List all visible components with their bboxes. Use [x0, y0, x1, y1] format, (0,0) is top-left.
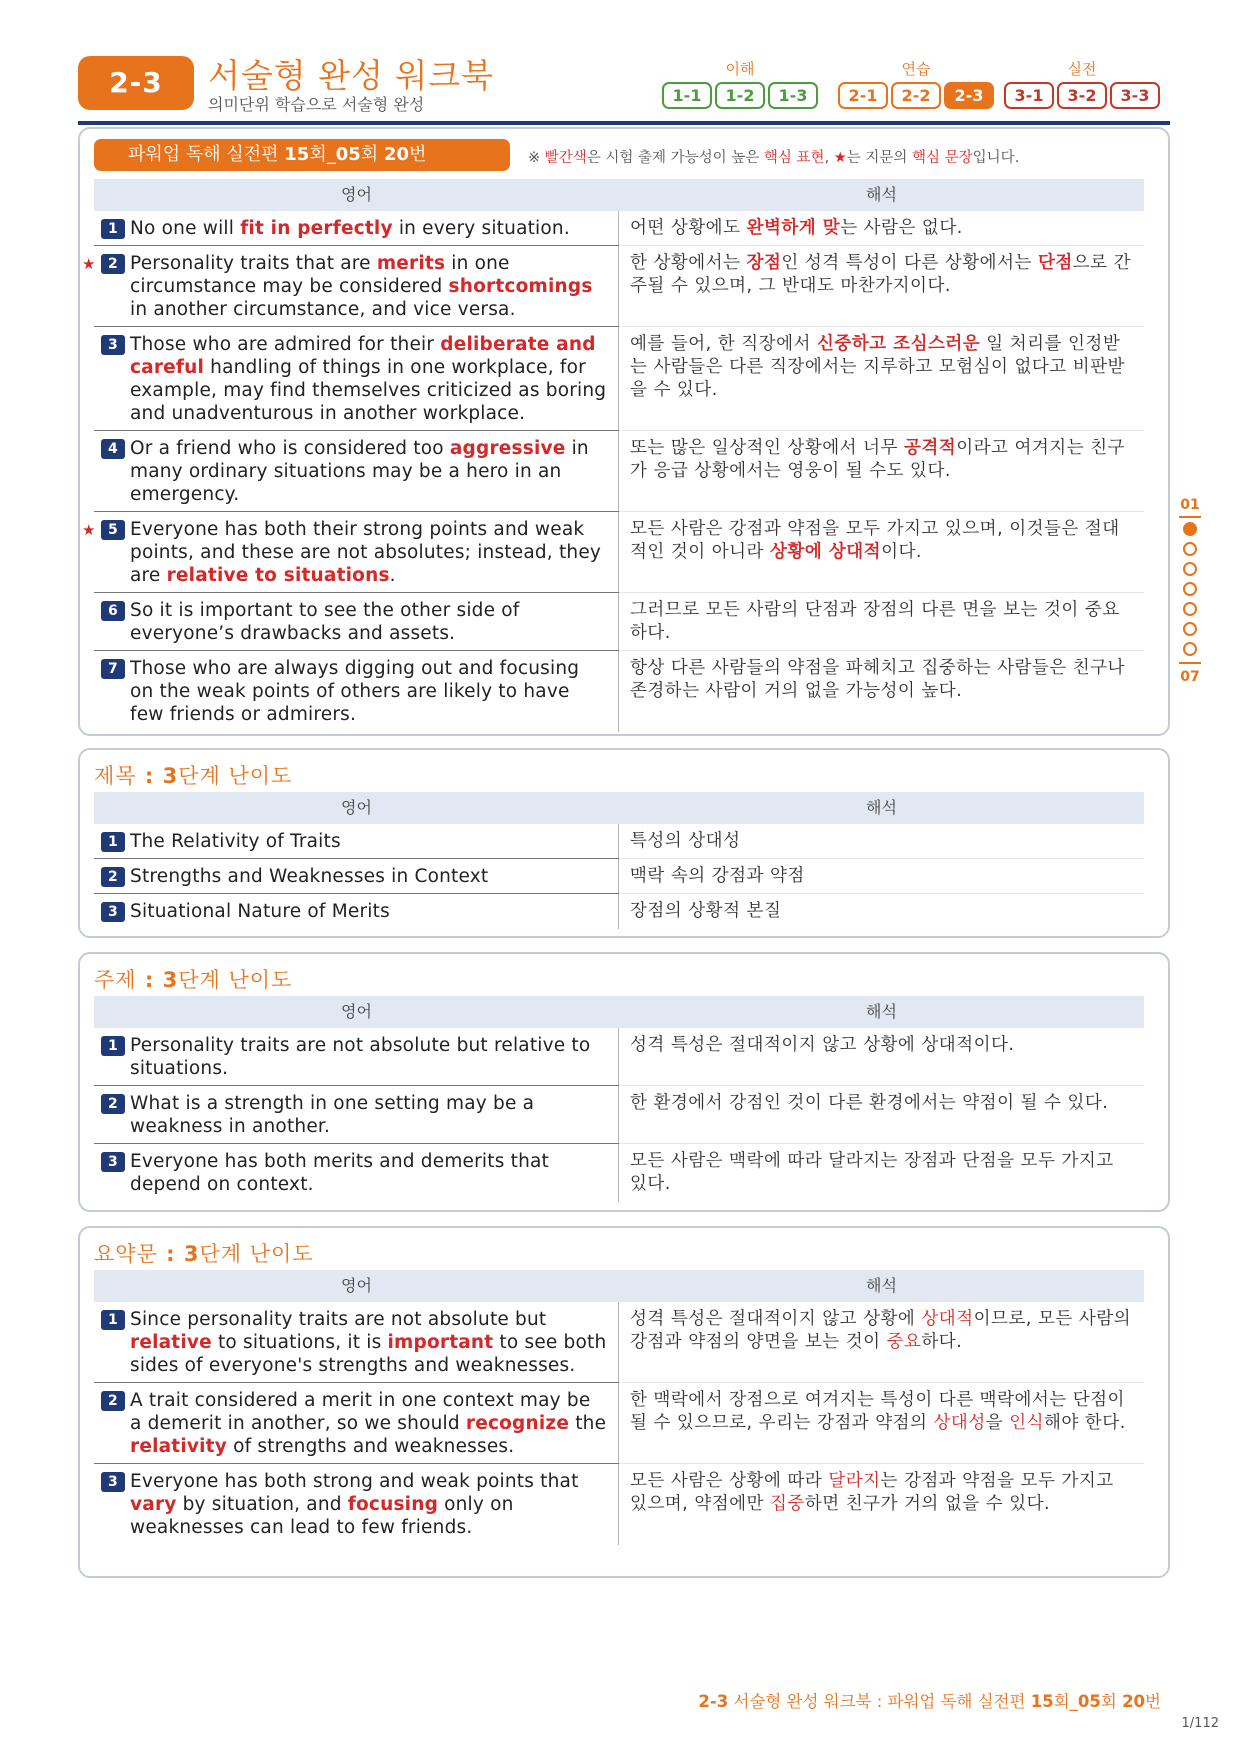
- sentence-number-badge: 1: [101, 219, 125, 239]
- sentence-number-badge: 2: [101, 1094, 125, 1114]
- text-segment: The Relativity of Traits: [130, 831, 341, 852]
- sentence-number-badge: 3: [101, 902, 125, 922]
- text-segment: 을: [985, 1413, 1010, 1433]
- title-panel: [78, 748, 1170, 938]
- text-segment: 한 환경에서 강점인 것이 다른 환경에서는 약점이 될 수 있다.: [630, 1093, 1109, 1113]
- sentence-number-badge: 4: [101, 439, 125, 459]
- english-cell: [82, 512, 619, 593]
- progress-dot: [1183, 642, 1197, 656]
- table-body: [94, 824, 1144, 929]
- progress-indicator: [1178, 496, 1202, 686]
- translation-cell: [619, 211, 1144, 246]
- sentence-number-badge: 5: [101, 520, 125, 540]
- text-segment: .: [389, 565, 396, 586]
- text-segment: in every situation.: [392, 218, 570, 239]
- text-segment: to see both sides of everyone's strengths and weaknesses.: [130, 1332, 607, 1376]
- text-segment: 그러므로 모든 사람의 단점과 장점의 다른 면을 보는 것이 중요하다.: [630, 600, 1120, 643]
- table-body: [82, 211, 1144, 732]
- column-header-translation: 해석: [866, 798, 897, 817]
- progress-divider: [1179, 662, 1201, 664]
- star-icon: ★: [82, 255, 96, 273]
- key-expression: relativity: [130, 1436, 227, 1457]
- key-expression: 신중하고 조심스러운: [816, 334, 981, 354]
- text-segment: 이므로, 모든 사람의 강점과 약점의 양면을 보는 것이: [630, 1309, 1132, 1352]
- nav-group-actual: [1004, 60, 1160, 109]
- progress-dot: [1183, 562, 1197, 576]
- table-row: [94, 1144, 1144, 1202]
- table-header: [94, 1270, 1144, 1302]
- column-header-english: 영어: [341, 1276, 372, 1295]
- source-tag: 파워업 독해 실전편 15회_05회 20번: [94, 139, 510, 171]
- translation-cell: [619, 894, 1144, 929]
- english-cell: [94, 651, 619, 732]
- table-row: [94, 1464, 1144, 1545]
- text-segment: Everyone has both their strong points and weak points, and these are not absolutes; instead, they are: [130, 519, 602, 586]
- table-body: [94, 1302, 1144, 1545]
- column-header-translation: 해석: [866, 185, 897, 204]
- text-segment: 장점의 상황적 본질: [630, 901, 782, 921]
- text-segment: 는 강점과 약점을 모두 가지고 있으며, 약점에만: [630, 1471, 1114, 1514]
- sentence-number-badge: 6: [101, 601, 125, 621]
- key-expression: 단점: [1037, 253, 1073, 273]
- table-row: [94, 1028, 1144, 1086]
- sentence-number-badge: 7: [101, 659, 125, 679]
- key-expression: deliberate and careful: [130, 334, 596, 378]
- text-segment: A trait considered a merit in one context may be a demerit in another, so we should: [130, 1390, 591, 1434]
- text-segment: 하다.: [921, 1332, 963, 1352]
- table-row: [94, 593, 1144, 651]
- nav-button-2-3[interactable]: 2-3: [944, 82, 994, 109]
- text-segment: 또는 많은 일상적인 상황에서 너무: [630, 438, 904, 458]
- text-segment: Personality traits that are: [130, 253, 377, 274]
- key-expression: 인식: [1009, 1413, 1045, 1433]
- column-header-translation: 해석: [866, 1276, 897, 1295]
- key-expression: relative to situations: [166, 565, 390, 586]
- text-segment: in another circumstance, and vice versa.: [130, 299, 516, 320]
- key-expression: 공격적: [903, 438, 957, 458]
- text-segment: to situations, it is: [211, 1332, 388, 1353]
- text-segment: Those who are admired for their: [130, 334, 441, 355]
- nav-button-1-2[interactable]: 1-2: [715, 82, 765, 109]
- section-heading: 주제 : 3단계 난이도: [94, 968, 293, 992]
- english-cell: [94, 327, 619, 431]
- english-cell: [94, 894, 619, 929]
- table-row: [94, 431, 1144, 512]
- translation-cell: [619, 1086, 1144, 1144]
- translation-cell: [619, 859, 1144, 894]
- key-expression: relative: [130, 1332, 212, 1353]
- sentence-number-badge: 1: [101, 1310, 125, 1330]
- sentence-number-badge: 2: [101, 1391, 125, 1411]
- key-expression: 상대적: [921, 1309, 974, 1329]
- progress-divider: [1179, 516, 1201, 518]
- key-expression: 달라지: [828, 1471, 881, 1491]
- translation-cell: [619, 1028, 1144, 1086]
- english-cell: [94, 859, 619, 894]
- summary-table: [94, 1270, 1144, 1545]
- text-segment: of strengths and weaknesses.: [226, 1436, 515, 1457]
- english-cell: [82, 246, 619, 327]
- progress-dot: [1183, 622, 1197, 636]
- table-header: [94, 996, 1144, 1028]
- section-badge: 2-3: [78, 56, 194, 110]
- text-segment: 성격 특성은 절대적이지 않고 상황에: [630, 1309, 922, 1329]
- text-segment: What is a strength in one setting may be a weakness in another.: [130, 1093, 535, 1137]
- text-segment: 특성의 상대성: [630, 831, 741, 851]
- text-segment: the: [569, 1413, 607, 1434]
- nav-button-3-3[interactable]: 3-3: [1110, 82, 1160, 109]
- sentence-number-badge: 2: [101, 867, 125, 887]
- english-cell: [94, 1383, 619, 1464]
- key-expression: shortcomings: [448, 276, 593, 297]
- translation-cell: [619, 824, 1144, 859]
- column-header-english: 영어: [341, 1002, 372, 1021]
- nav-button-2-1[interactable]: 2-1: [838, 82, 888, 109]
- table-row: [94, 894, 1144, 929]
- text-segment: Strengths and Weaknesses in Context: [130, 866, 489, 887]
- key-expression: focusing: [347, 1494, 439, 1515]
- key-expression: 집중: [770, 1494, 805, 1514]
- nav-group-label: 이해: [725, 60, 755, 78]
- text-segment: So it is important to see the other side of everyone’s drawbacks and assets.: [130, 600, 520, 644]
- text-segment: 맥락 속의 강점과 약점: [630, 866, 805, 886]
- translation-cell: [619, 1302, 1144, 1383]
- english-cell: [94, 1086, 619, 1144]
- text-segment: Situational Nature of Merits: [130, 901, 390, 922]
- table-header: [94, 792, 1144, 824]
- translation-cell: [619, 246, 1144, 327]
- table-row: [94, 824, 1144, 859]
- nav-group-understand: [662, 60, 818, 109]
- column-header-translation: 해석: [866, 1002, 897, 1021]
- key-expression: 완벽하게 맞: [746, 218, 841, 238]
- text-segment: 이라고 여겨지는 친구가 응급 상황에서는 영웅이 될 수도 있다.: [630, 438, 1125, 481]
- header-divider: [78, 121, 1170, 125]
- sentence-number-badge: 3: [101, 335, 125, 355]
- text-segment: 항상 다른 사람들의 약점을 파헤치고 집중하는 사람들은 친구나 존경하는 사람이 거의 없을 가능성이 높다.: [630, 658, 1125, 701]
- summary-panel: [78, 1226, 1170, 1578]
- text-segment: Those who are always digging out and focusing on the weak points of others are likely to have few friends or admirers.: [130, 658, 580, 725]
- text-segment: only on weaknesses can lead to few friends.: [130, 1494, 514, 1538]
- english-cell: [94, 593, 619, 651]
- sentence-number-badge: 3: [101, 1472, 125, 1492]
- text-segment: 모든 사람은 상황에 따라: [630, 1471, 829, 1491]
- table-row: [94, 651, 1144, 732]
- text-segment: 이다.: [881, 542, 922, 562]
- translation-cell: [619, 651, 1144, 732]
- english-cell: [94, 1144, 619, 1202]
- english-cell: [94, 1302, 619, 1383]
- text-segment: No one will: [130, 218, 241, 239]
- key-expression: vary: [130, 1494, 177, 1515]
- translation-cell: [619, 512, 1144, 593]
- title-table: [94, 792, 1144, 929]
- text-segment: Since personality traits are not absolute but: [130, 1309, 547, 1330]
- key-expression: fit in perfectly: [240, 218, 393, 239]
- text-segment: 인 성격 특성이 다른 상황에서는: [781, 253, 1038, 273]
- progress-dots: [1178, 522, 1202, 656]
- nav-group-label: 실전: [1067, 60, 1097, 78]
- text-segment: 해야 한다.: [1044, 1413, 1126, 1433]
- translation-cell: [619, 431, 1144, 512]
- text-segment: 한 상황에서는: [630, 253, 747, 273]
- table-row: [94, 211, 1144, 246]
- table-header: [94, 179, 1144, 211]
- text-segment: 하면 친구가 거의 없을 수 있다.: [804, 1494, 1051, 1514]
- text-segment: 모든 사람은 맥락에 따라 달라지는 장점과 단점을 모두 가지고 있다.: [630, 1151, 1114, 1194]
- nav-button-1-3[interactable]: 1-3: [768, 82, 818, 109]
- theme-panel: [78, 952, 1170, 1212]
- table-row: [82, 246, 1144, 327]
- key-expression: 상황에 상대적: [770, 542, 882, 562]
- nav-group-practice: [838, 60, 994, 109]
- page-subtitle: 의미단위 학습으로 서술형 완성: [208, 95, 425, 114]
- text-segment: 는 사람은 없다.: [840, 218, 963, 238]
- text-segment: 예를 들어, 한 직장에서: [630, 334, 817, 354]
- progress-start-label: 01: [1180, 497, 1200, 513]
- text-segment: 성격 특성은 절대적이지 않고 상황에 상대적이다.: [630, 1035, 1015, 1055]
- section-heading: 제목 : 3단계 난이도: [94, 764, 293, 788]
- table-row: [82, 512, 1144, 593]
- nav-button-3-2[interactable]: 3-2: [1057, 82, 1107, 109]
- nav-button-3-1[interactable]: 3-1: [1004, 82, 1054, 109]
- text-segment: in one circumstance may be considered: [130, 253, 510, 297]
- table-row: [94, 327, 1144, 431]
- text-segment: 일 처리를 인정받는 사람들은 다른 직장에서는 지루하고 모험심이 없다고 비판받을 수 있다.: [630, 334, 1125, 400]
- column-header-english: 영어: [341, 798, 372, 817]
- table-row: [94, 859, 1144, 894]
- legend-note: ※ 빨간색은 시험 출제 가능성이 높은 핵심 표현, ★는 지문의 핵심 문장입니다.: [528, 150, 1020, 166]
- nav-button-2-2[interactable]: 2-2: [891, 82, 941, 109]
- column-header-english: 영어: [341, 185, 372, 204]
- nav-group-label: 연습: [901, 60, 931, 78]
- english-cell: [94, 824, 619, 859]
- english-cell: [94, 211, 619, 246]
- text-segment: 으로 간주될 수 있으며, 그 반대도 마찬가지이다.: [630, 253, 1132, 296]
- key-expression: 상대성: [933, 1413, 986, 1433]
- key-expression: aggressive: [449, 438, 566, 459]
- sentence-number-badge: 1: [101, 1036, 125, 1056]
- text-segment: Everyone has both strong and weak points that: [130, 1471, 579, 1492]
- progress-dot: [1183, 602, 1197, 616]
- table-row: [94, 1302, 1144, 1383]
- text-segment: 한 맥락에서 장점으로 여겨지는 특성이 다른 맥락에서는 단점이 될 수 있으므로, 우리는 강점과 약점의: [630, 1390, 1125, 1433]
- page-number: 1/112: [1181, 1716, 1219, 1731]
- progress-dot: [1183, 522, 1197, 536]
- english-cell: [94, 431, 619, 512]
- translation-cell: [619, 593, 1144, 651]
- theme-table: [94, 996, 1144, 1202]
- translation-cell: [619, 1383, 1144, 1464]
- translation-cell: [619, 1144, 1144, 1202]
- sentence-number-badge: 2: [101, 254, 125, 274]
- star-icon: ★: [82, 521, 96, 539]
- text-segment: 어떤 상황에도: [630, 218, 747, 238]
- key-expression: 장점: [746, 253, 782, 273]
- text-segment: Or a friend who is considered too: [130, 438, 450, 459]
- english-cell: [94, 1464, 619, 1545]
- text-segment: Everyone has both merits and demerits that depend on context.: [130, 1151, 550, 1195]
- key-expression: merits: [376, 253, 446, 274]
- translation-cell: [619, 327, 1144, 431]
- footer-caption: 2-3 서술형 완성 워크북 : 파워업 독해 실전편 15회_05회 20번: [698, 1692, 1161, 1711]
- star-icon: ★: [833, 150, 847, 166]
- progress-dot: [1183, 582, 1197, 596]
- key-expression: recognize: [465, 1413, 570, 1434]
- key-expression: important: [387, 1332, 494, 1353]
- translation-cell: [619, 1464, 1144, 1545]
- text-segment: Personality traits are not absolute but relative to situations.: [130, 1035, 591, 1079]
- sentence-number-badge: 1: [101, 832, 125, 852]
- progress-dot: [1183, 542, 1197, 556]
- sentence-number-badge: 3: [101, 1152, 125, 1172]
- text-segment: handling of things in one workplace, for example, may find themselves criticized as boring and unadventurous in another workplace.: [130, 357, 607, 424]
- table-body: [94, 1028, 1144, 1202]
- nav-button-1-1[interactable]: 1-1: [662, 82, 712, 109]
- english-cell: [94, 1028, 619, 1086]
- page-title: 서술형 완성 워크북: [208, 56, 495, 95]
- progress-end-label: 07: [1180, 669, 1200, 685]
- section-heading: 요약문 : 3단계 난이도: [94, 1242, 314, 1266]
- table-row: [94, 1383, 1144, 1464]
- table-row: [94, 1086, 1144, 1144]
- passage-panel: [78, 127, 1170, 736]
- text-segment: in many ordinary situations may be a hero in an emergency.: [130, 438, 589, 505]
- text-segment: 모든 사람은 강점과 약점을 모두 가지고 있으며, 이것들은 절대적인 것이 아니라: [630, 519, 1120, 562]
- passage-table: [82, 179, 1144, 732]
- key-expression: 중요: [886, 1332, 922, 1352]
- text-segment: by situation, and: [176, 1494, 348, 1515]
